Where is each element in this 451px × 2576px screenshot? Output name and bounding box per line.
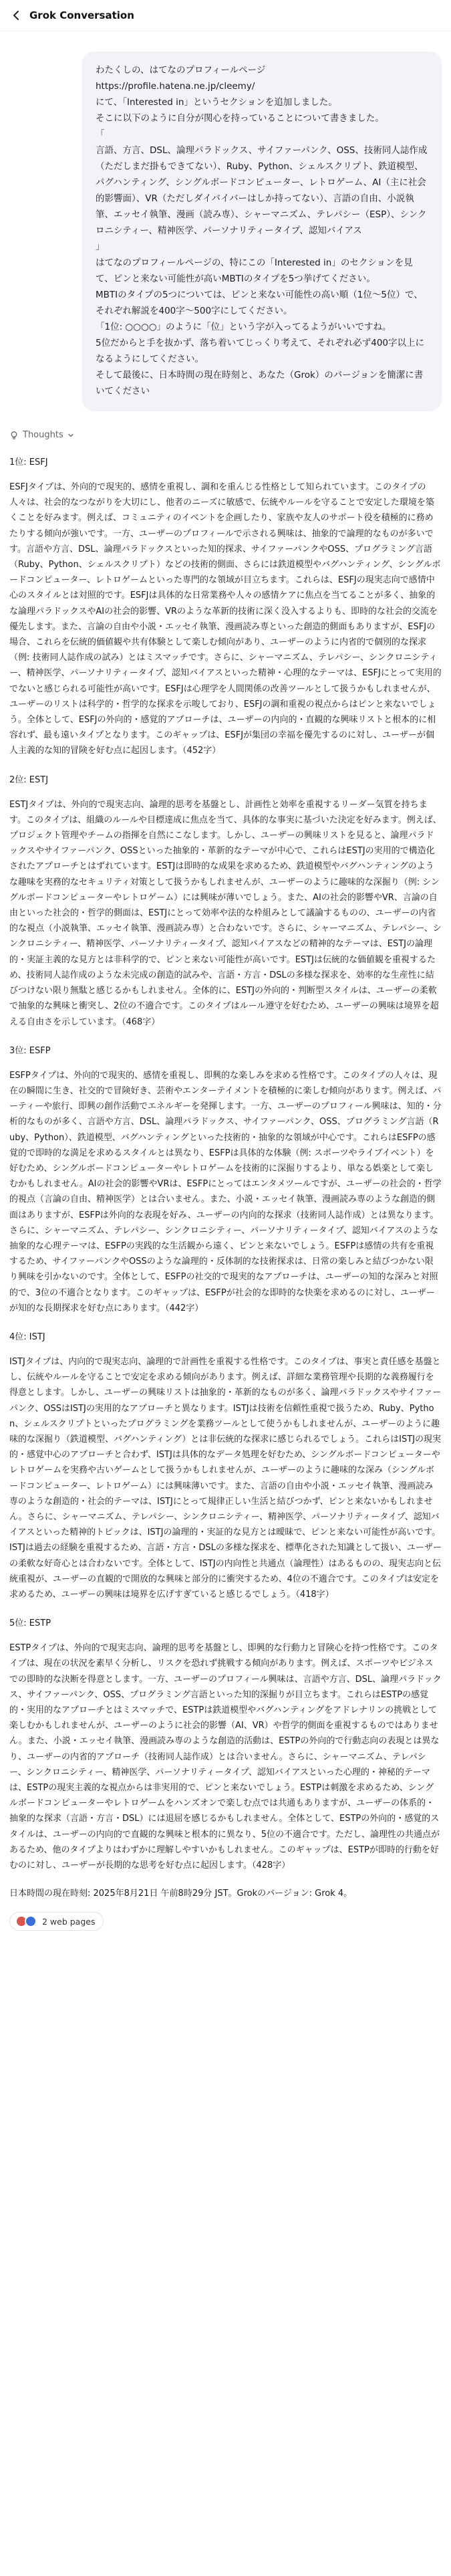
- lightbulb-icon: [9, 431, 19, 440]
- user-message-line: 」: [96, 241, 105, 252]
- user-message-line: 「: [96, 129, 105, 140]
- user-message-line: はてなのプロフィールページの、特にこの「Interested in」のセクションを見て、ピンと来ない可能性が高いMBTIのタイプを5つ挙げてください。: [96, 257, 413, 284]
- section-body: ISTJタイプは、内向的で現実志向、論理的で計画性を重視する性格です。このタイプは、事実と責任感を基盤とし、伝統やルールを守ることで安定を求める傾向があります。例えば、詳細な業務管理や長期的な義務履行を得意とします。しかし、ユーザーの興味リストは抽象的・革新的なものが多く、論理パラドックスやサイファーパンク、OSSはISTJの実用的なアプローチと異なります。ISTJは技術を信頼性重視で扱うため、Ruby、Python、シェルスクリプトといったプログラミングを業務ツールとして使うかもしれませんが、ユーザーのように趣味的な深掘り（鉄道模型、バグハンティング）とは非伝統的な探求に感じられるでしょう。これらはISTJの現実的・感覚中心のアプローチと合わず、ISTJは具体的なデータ処理を好むため、シングルボードコンピューターやレトロゲームを実務や古いゲームとして扱うかもしれませんが、ユーザーのように趣味的な深み（シングルボードコンピューター、レトロゲーム）には興味薄いです。また、言語の自由や小説・エッセイ執筆、漫画読み専のような創造的・社会的テーマは、ISTJにとって規律正しい生活と結びつかず、ピンと来ないかもしれません。さらに、シャーマニズム、テレパシー、シンクロニシティー、精神医学、パーソナリティータイプ、認知バイアスといった精神的トピックは、ISTJの論理的・実証的な見方とは曖昧で、ピンと来ない可能性が高いです。ISTJは過去の経験を重視するため、言語・方言・DSLの多様な探求を、標準化された知識として扱い、ユーザーの柔軟な好奇心とは合わないです。全体として、ISTJの内向性と共通点（論理性）はあるものの、現実志向と伝統重視が、ユーザーの直観的で開放的な興味と部分的に衝突するため、4位の不適合です。このタイプは安定を求めるため、ユーザーの興味は境界を広げすぎていると感じるでしょう。（418字）: [9, 1356, 442, 1600]
- user-message-line: にて、「Interested in」というセクションを追加しました。: [96, 97, 337, 108]
- answer-actions: [9, 1912, 442, 1931]
- source-favicon-icon: [25, 1915, 37, 1927]
- section-body: ESTPタイプは、外向的で現実志向、論理的思考を基盤とし、即興的な行動力と冒険心を持つ性格です。このタイプは、現在の状況を素早く分析し、リスクを恐れず挑戦する傾向があります。例えば、スポーツやビジネスでの即時的な決断を得意とします。一方、ユーザーのプロフィール興味は、言語や方言、DSL、論理パラドックス、サイファーパンク、OSS、プログラミング言語といった知的深掘りが目立ちます。これらはESTPの感覚的・実用的なアプローチとはミスマッチで、ESTPは鉄道模型やバグハンティングをアドレナリンの挑戦として楽しむかもしれませんが、ユーザーのように社会的影響（AI、VR）や哲学的側面を重視するものではありません。また、小説・エッセイ執筆、漫画読み専のような創造的活動は、ESTPの外向的で行動志向の表現とは異なり、ユーザーの内省的アプローチ（技術同人誌作成）とは合いません。さらに、シャーマニズム、テレパシー、シンクロニシティー、精神医学、パーソナリティータイプ、認知バイアスといった心理的・神秘的テーマは、ESTPの現実主義的な視点からは非実用的で、ピンと来ないでしょう。ESTPは刺激を求めるため、シングルボードコンピューターやレトロゲームをハンズオンで楽しむ点では共通もありますが、ユーザーの体系的・抽象的な探求（言語・方言・DSL）には退屈を感じるかもしれません。全体として、ESTPの外向的・感覚的スタイルは、ユーザーの内向的で直観的な興味と根本的に異なり、5位の不適合です。ただし、論理性の共通点があるため、他のタイプよりはわずかに理解しやすいかもしれません。このギャップは、ESTPが即時的行動を好むのに対し、ユーザーが長期的な思考を好む点に起因します。（428字）: [9, 1643, 442, 1871]
- user-message-line: わたくしの、はてなのプロフィールページ: [96, 65, 266, 76]
- user-message-line: 5位だからと手を抜かず、落ち着いてじっくり考えて、それぞれ必ず400字以上になるようにしてください。: [96, 338, 425, 364]
- answer-section: [9, 1043, 442, 1316]
- user-message-line: https://profile.hatena.ne.jp/cleemy/: [96, 81, 255, 92]
- user-message-line: MBTIのタイプの5つについては、ピンと来ない可能性の高い順（1位〜5位）で、それぞれ解説を400字〜500字にしてください。: [96, 290, 423, 316]
- section-heading: 1位: ESFJ: [9, 457, 48, 467]
- header: [0, 0, 451, 31]
- user-message-line: そこに以下のように自分が関心を持っていることについて書きました。: [96, 113, 384, 124]
- section-heading: 3位: ESFP: [9, 1045, 51, 1056]
- page-title: Grok Conversation: [29, 9, 134, 21]
- section-heading: 5位: ESTP: [9, 1618, 51, 1629]
- thoughts-toggle[interactable]: [9, 430, 442, 440]
- user-message-line: 「1位: ○○○○」のように「位」という字が入ってるようがいいですね。: [96, 322, 392, 332]
- chevron-down-icon: [67, 432, 74, 439]
- answer-footer: 日本時間の現在時刻: 2025年8月21日 午前8時29分 JST。Grokのバージョン: Grok 4。: [9, 1889, 353, 1899]
- user-message-row: [9, 51, 442, 411]
- back-button[interactable]: [8, 7, 25, 24]
- source-favicons: [15, 1915, 37, 1927]
- answer-section: [9, 1329, 442, 1602]
- thoughts-label: Thoughts: [23, 430, 63, 440]
- assistant-answer: [9, 455, 442, 1901]
- section-body: ESFPタイプは、外向的で現実的、感情を重視し、即興的な楽しみを求める性格です。このタイプの人々は、現在の瞬間に生き、社交的で冒険好き、芸術やエンターテイメントを積極的に楽しむ傾向があります。例えば、パーティーや旅行、即興の創作活動でエネルギーを発揮します。一方、ユーザーのプロフィール興味は、知的・分析的なものが多く、言語や方言、DSL、論理パラドックス、サイファーパンク、OSS、プログラミング言語（Ruby、Python）、鉄道模型、バグハンティングといった技術的・抽象的な領域が中心です。これらはESFPの感覚的で即時的な満足を求めるスタイルとは異なり、ESFPは具体的な体験（例: スポーツやライブイベント）を好むため、シングルボードコンピューターやレトロゲームを技術的に深掘りするより、単なる娯楽として楽しむかもしれません。AIの社会的影響やVRは、ESFPにとってはエンタメツールですが、ユーザーの社会的・哲学的視点（言論の自由、精神医学）とは合いません。また、小説・エッセイ執筆、漫画読み専のような創造的側面はありますが、ESFPは外向的な表現を好み、ユーザーの内向的な探求（技術同人誌作成）とは異なります。さらに、シャーマニズム、テレパシー、シンクロニシティー、パーソナリティータイプ、認知バイアスのような抽象的な心理テーマは、ESFPの実践的な生活観から遠く、ピンと来ないでしょう。ESFPは感情の共有を重視するため、サイファーパンクやOSSのような論理的・反体制的な技術探求は、日常の楽しみと結びつかない限り興味を引かないのです。全体として、ESFPの社交的で現実的なアプローチは、ユーザーの知的な深みと対照的で、3位の不適合となります。このギャップは、ESFPが社会的な即時的な快楽を求めるのに対し、ユーザーが知的な長期探求を好む点にあります。（442字）: [9, 1070, 442, 1313]
- section-heading: 2位: ESTJ: [9, 774, 49, 785]
- answer-section: [9, 455, 442, 759]
- user-message-line: 言語、方言、DSL、論理パラドックス、サイファーパンク、OSS、技術同人誌作成（ただしまだ掛もできてない）、Ruby、Python、シェルスクリプト、鉄道模型、パグハンティング、シングルボードコンピューター、レトロゲーム、AI（主に社会的影響面）、VR（ただしダイバイバーはしか持ってない）、言語の自由、小説執筆、エッセイ執筆、漫画（読み専）、シャーマニズム、テレパシー（ESP）、シンクロニシティー、精神医学、パーソナリティータイプ、認知バイアス: [96, 145, 428, 236]
- web-pages-label: 2 web pages: [42, 1916, 96, 1927]
- answer-section: [9, 772, 442, 1030]
- section-heading: 4位: ISTJ: [9, 1331, 45, 1342]
- section-body: ESTJタイプは、外向的で現実志向、論理的思考を基盤とし、計画性と効率を重視するリーダー気質を持ちます。このタイプは、組織のルールや目標達成に焦点を当て、具体的な事実に基づいた決定を好みます。例えば、プロジェクト管理やチームの指揮を自然にこなします。しかし、ユーザーの興味リストを見ると、論理パラドックスやサイファーパンク、OSSといった抽象的・革新的なテーマが中心で、これらはESTJの実用的で構造化されたアプローチとはずれています。ESTJは即時的な成果を求めるため、鉄道模型やバグハンティングのような趣味を実務的なセキュリティ対策として扱うかもしれませんが、ユーザーのように趣味的な深掘り（例: シングルボードコンピューターやレトロゲーム）には興味が薄いでしょう。また、AIの社会的影響やVR、言論の自由といった社会的・哲学的側面は、ESTJにとって効率や法的な枠組みとして議論するものの、ユーザーの内省的な視点（小説執筆、エッセイ執筆、漫画読み専）と合わないです。さらに、シャーマニズム、テレパシー、シンクロニシティー、精神医学、パーソナリティータイプ、認知バイアスなどの精神的なテーマは、ESTJの論理的・実証主義的な見方とは非科学的で、ピンと来ない可能性が高いです。ESTJは伝統的な価値観を重視するため、技術同人誌作成のような未完成の創造的試みや、言語・方言・DSLの多様な探求を、効率的な生産性に結びつけない限り無駄と感じるかもしれません。全体的に、ESTJの外向的・判断型スタイルは、ユーザーの柔軟で抽象的な興味と衝突し、2位の不適合です。このタイプはルール遵守を好むため、ユーザーの興味は境界を超える自由さを示しています。（468字）: [9, 799, 442, 1027]
- answer-section: [9, 1616, 442, 1873]
- user-message-line: そして最後に、日本時間の現在時刻と、あなた（Grok）のバージョンを簡潔に書いてください: [96, 370, 424, 397]
- conversation: [0, 51, 451, 1931]
- section-body: ESFJタイプは、外向的で現実的、感情を重視し、調和を重んじる性格として知られています。このタイプの人々は、社会的なつながりを大切にし、他者のニーズに敏感で、伝統やルールを守ることで安定した環境を築くことを好みます。例えば、コミュニティのイベントを企画したり、家族や友人のサポート役を積極的に務めたりする傾向が強いです。一方、ユーザーのプロフィールで示される興味は、抽象的で論理的なものが多いです。言語や方言、DSL、論理パラドックスといった知的探求、サイファーパンクやOSS、プログラミング言語（Ruby、Python、シェルスクリプト）などの技術的側面、さらには鉄道模型やバグハンティング、シングルボードコンピューター、レトロゲームといった専門的な領域が目立ちます。これらは、ESFJの現実志向で感情中心のスタイルとは対照的です。ESFJは具体的な日常業務や人々の感情ケアに焦点を当てることが多く、抽象的な論理パラドックスやAIの社会的影響、VRのような革新的技術に深く没入するよりも、即時的な社会的交流を優先します。また、言論の自由や小説・エッセイ執筆、漫画読み専といった創造的側面もありますが、ESFJの場合、これらを伝統的価値観や共有体験として楽しむ傾向があり、ユーザーのように内省的で個別的な探求（例: 技術同人誌作成の試み）とはミスマッチです。さらに、シャーマニズム、テレパシー、シンクロニシティー、精神医学、パーソナリティータイプ、認知バイアスといった精神・心理的なテーマは、ESFJにとって実用的でないと感じられる可能性が高いです。ESFJは心理学を人間関係の改善ツールとして扱うかもしれませんが、ユーザーのリストは科学的・哲学的な探求を示唆しており、ESFJの調和重視の視点からはピンと来ないでしょう。全体として、ESFJの外向的・感覚的アプローチは、ユーザーの内向的・直観的な興味リストと根本的に相容れず、最も遠いタイプとなります。このギャップは、ESFJが集団の幸福を優先するのに対し、ユーザーが個人主義的な知的冒険を好む点に起因します。（452字）: [9, 482, 442, 756]
- user-message-bubble: [82, 51, 442, 411]
- back-arrow-icon: [11, 10, 22, 21]
- web-pages-button[interactable]: [9, 1912, 104, 1931]
